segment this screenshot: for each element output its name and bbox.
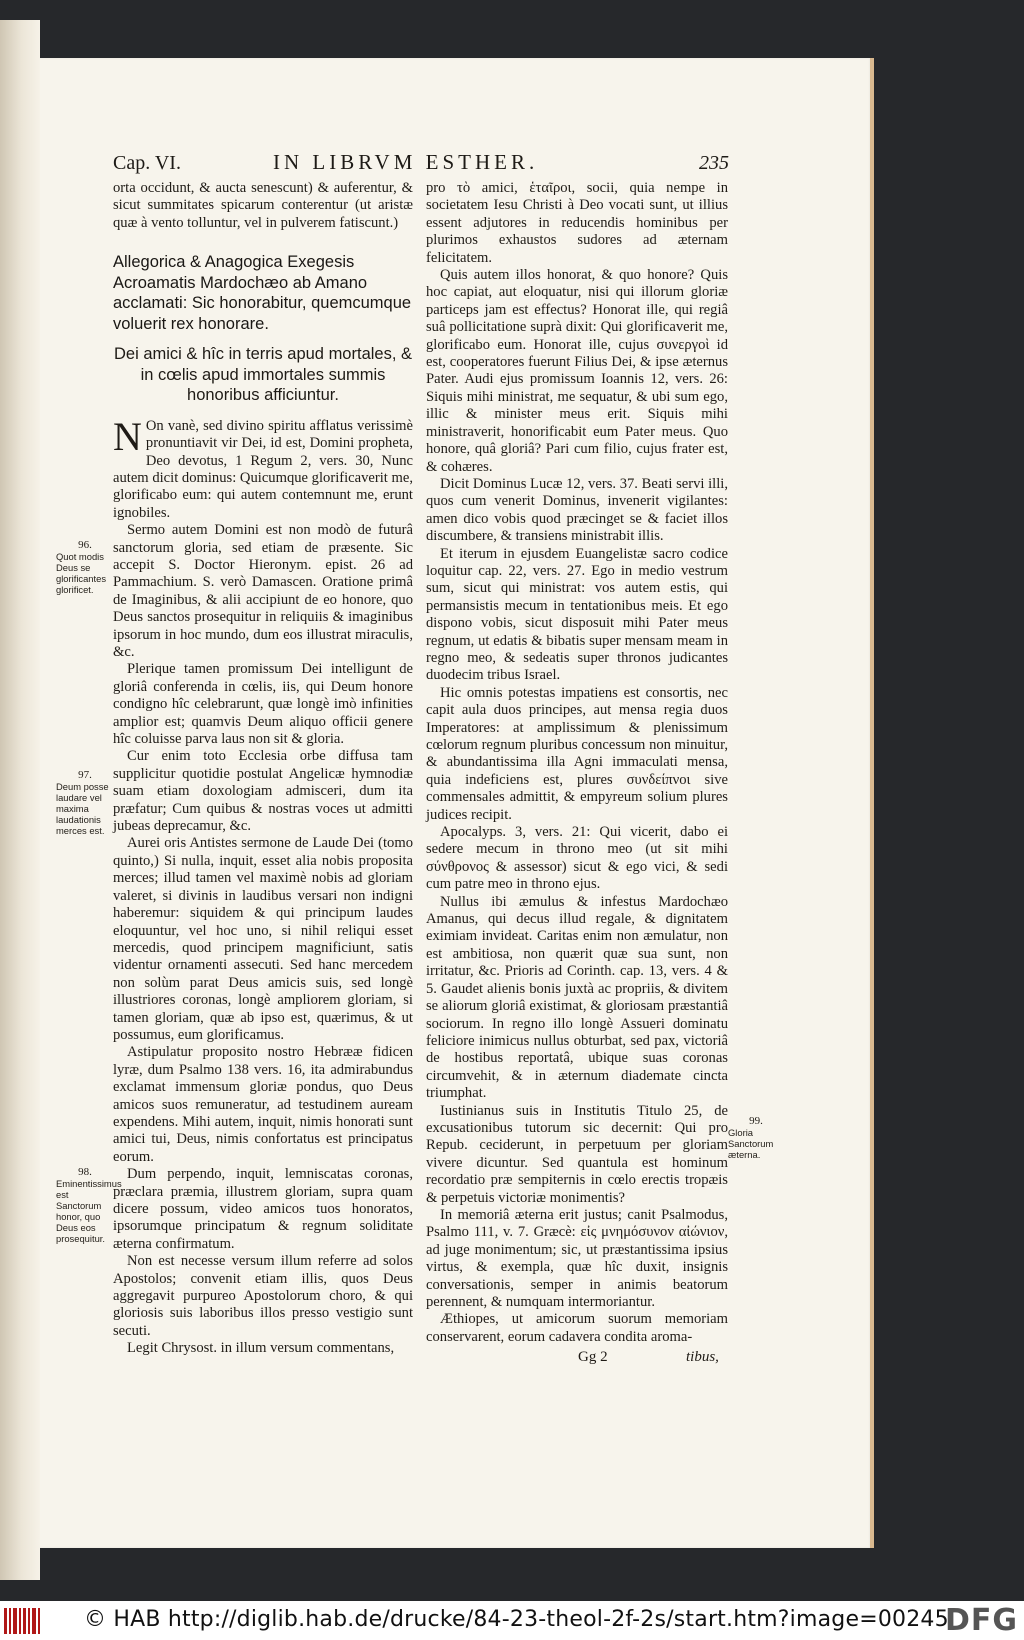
- paragraph: Legit Chrysost. in illum versum commentans,: [127, 1340, 395, 1357]
- margin-note-98: [56, 1166, 122, 1244]
- margin-note-text: Deum posse laudare vel maxima laudationis merces est.: [56, 781, 109, 836]
- left-column: [113, 180, 413, 1358]
- paragraph: [113, 413, 413, 522]
- margin-note-number: 98.: [78, 1166, 92, 1178]
- footer-bar: [0, 1601, 1024, 1640]
- paragraph: Quis autem illos honorat, & quo honore? Quis hoc capiat, aut eloquatur, nisi qui illorum gloriæ particeps jam est effectus? Honorat ille, qui regiâ suâ pollicitatione suprà dixit: Qui glorificaverit me, glorificabo eum. Honorat ille, cujus συνεργοὶ id est, cooperatores fuerunt Filius Dei, & ipse æternus Pater. Audi ejus promissum Ioannis 12, vers. 26: Siquis mihi ministrat, me sequatur, & ubi sum ego, illic & minister meus erit. Siquis mihi ministraverit, honorificabit eum Pater meus. Quo honore, quâ gloriâ? Pari cum filio, cujus frater est, & cohæres.: [426, 267, 728, 475]
- margin-note-number: 97.: [78, 769, 92, 781]
- margin-note-number: 99.: [749, 1115, 763, 1127]
- paragraph: Dum perpendo, inquit, lemniscatas coronas, præclara præmia, illustrem gloriam, supra quam dicere possum, video amicos tuos honoratos, ipsorumque principatum & regnum soliditate æterna confirmatum.: [113, 1166, 413, 1252]
- paragraph: orta occidunt, & aucta senescunt) & auferentur, & sicut summitates spicarum conterentur (ut aristæ quæ à vento tolluntur, vel in pulverem fatiscunt.): [113, 180, 413, 231]
- paragraph: Hic omnis potestas impatiens est consortis, nec capit aula duos principes, aut mensa regia duos Imperatores: at amplissimum & plenissimum cœlorum regnum pluribus concessum non minuitur, & abundantissima illa Agni immaculati mensa, quia indeficiens est, plures συνδείπνοι sive commensales admittit, & empyreum solium plures judices recipit.: [426, 684, 728, 823]
- right-column: [426, 180, 728, 1346]
- margin-note-text: Gloria Sanctorum æterna.: [728, 1127, 774, 1160]
- margin-note-text: Quot modis Deus se glorificantes glorificet.: [56, 551, 107, 595]
- paragraph: Apocalyps. 3, vers. 21: Qui vicerit, dabo ei sedere mecum in throno meo (ut sit mihi σύνθρονος & assessor) sicut & ego vici, & sedi cum patre meo in throno ejus.: [426, 824, 728, 893]
- drop-cap: N: [113, 413, 142, 459]
- paragraph: Sermo autem Domini est non modò de futurâ sanctorum gloria, sed etiam de præsente. Sic accepit S. Doctor Hieronym. epist. 26 ad Pammachium. S. verò Damascen. Oratione primâ de Imaginibus, & alii accipiunt de eo honore, quo Deus sanctos prosequitur in reliquiis & imaginibus ipsorum in hoc mundo, dum eos illustrat miraculis, &c.: [113, 522, 413, 660]
- section-subheading: Dei amici & hîc in terris apud mortales, & in cœlis apud immortales summis honoribus afficiuntur.: [113, 345, 413, 405]
- paragraph: Non est necesse versum illum referre ad solos Apostolos; convenit etiam illis, quos Deus aggregavit purpureo Apostolorum choro, & qui gloriosis suis laboribus illos presso vestigio sunt secuti.: [113, 1253, 413, 1339]
- paragraph: Et iterum in ejusdem Euangelistæ sacro codice loquitur cap. 22, vers. 27. Ego in medio vestrum sum, sicut qui ministrat: vos autem estis, qui permansistis mecum in tentationibus meis. Et ego dispono vobis, sicut disposuit mihi Pater meus regnum, ut edatis & bibatis super mensam meam in regno meo, & sedeatis super thronos judicantes duodecim tribus Israel.: [426, 545, 728, 684]
- source-link[interactable]: © HAB http://diglib.hab.de/drucke/84-23-theol-2f-2s/start.htm?image=00245: [84, 1607, 949, 1632]
- page-edge: [870, 58, 874, 1548]
- running-header: [113, 150, 729, 178]
- paragraph: Iustinianus suis in Institutis Titulo 25, de excusationibus tutorum sic decernit: Qui pro Repub. ceciderunt, in perpetuum per gloriam vivere dicuntur. Sed quantula est hominum recordatio præ sempiternis in cœlo erectis tropæis & perpetuis victoriæ monimentis?: [426, 1102, 728, 1206]
- margin-note-text: Eminentissimus est Sanctorum honor, quo Deus eos prosequitur.: [56, 1178, 122, 1244]
- book-title: IN LIBRVM ESTHER.: [273, 150, 539, 174]
- paragraph-text: On vanè, sed divino spiritu afflatus verissimè pronuntiavit vir Dei, id est, Domini propheta, Deo devotus, 1 Regum 2, vers. 30, Nunc autem dicit dominus: Quicumque glorificaverit me, glorificabo eum: qui autem contemnunt me, erunt ignobiles.: [113, 417, 413, 521]
- margin-note-96: [56, 540, 114, 595]
- paragraph: Cur enim toto Ecclesia orbe diffusa tam supplicitur quotidie postulat Angelicæ hymnodiæ suam etiam doxologiam admisceri, dum ita præfatur; Cum quibus & nostras voces ut admitti jubeas deprecamur, &c.: [113, 748, 413, 835]
- paragraph: Nullus ibi æmulus & infestus Mardochæo Amanus, qui decus illud regale, & dignitatem eximiam invideat. Caritas enim non æmulatur, non est ambitiosa, non quærit quæ sua sunt, non irritatur, &c. Prioris ad Corinth. cap. 13, vers. 4 & 5. Gaudet alienis bonis juxtà ac propriis, & divitem se aliorum gloriâ existimat, & gloriosam præstantiâ sociorum. In regno illo longè Assueri dominatu feliciore inimicus nullus obturbat, sed pax, victoriâ de hostibus reportatâ, ubique suas coronas circumvehit, & in æternum diademate cincta triumphat.: [426, 893, 728, 1102]
- chapter-label: Cap. VI.: [113, 152, 181, 174]
- margin-note-99: [728, 1116, 784, 1160]
- dfg-logo: DFG: [944, 1603, 1018, 1638]
- signature-mark: Gg 2: [578, 1349, 608, 1365]
- paragraph: Aurei oris Antistes sermone de Laude Dei (tomo quinto,) Si nulla, inquit, esset alia nobis proposita merces; illud tamen vel maximè nobis ad gloriam valeret, si divinis in laudibus versari non indigni haberemur: siquidem & qui principum laudes eloquuntur, vel hoc uno, si nihil reliqui esset mercedis, quod principem magnificiunt, satis videntur ornamenti assecuti. Sed hanc mercedem non solùm parat Deus amicis suis, sed longè illustriores coronas, longè ampliorem gloriam, si tamen gloriam, quæ ab ipso est, quærimus, & ut possumus, eum glorificamus.: [113, 835, 413, 1043]
- paragraph: pro τὸ amici, ἑταῖροι, socii, quia nempe in societatem Iesu Christi à Deo vocati sunt, ut illius essent adjutores in reducendis hominibus per plurimos exhaustos sudores ad æternam felicitatem.: [426, 180, 728, 266]
- margin-note-number: 96.: [78, 539, 92, 551]
- paragraph: In memoriâ æterna erit justus; canit Psalmodus, Psalmo 111, v. 7. Græcè: εἰς μνημόσυνον αἰώνιον, ad juge monimentum; sic, ut præstantissima ipsius virtus, & exempla, quæ hîc duxit, insignis conversationis, semper in animis beatorum perennent, & numquam intermoriantur.: [426, 1206, 728, 1310]
- previous-page-edge: [0, 20, 40, 1580]
- page-number: 235: [699, 152, 729, 174]
- paragraph: Æthiopes, ut amicorum suorum memoriam conservarent, eorum cadavera condita aroma-: [426, 1311, 728, 1345]
- paragraph: Dicit Dominus Lucæ 12, vers. 37. Beati servi illi, quos cum venerit Dominus, invenerit vigilantes: amen dico vobis quod præcinget se & faciet illos discumbere, & transiens ministrabit illis.: [426, 475, 728, 545]
- margin-note-97: [56, 770, 114, 836]
- paragraph: Astipulatur proposito nostro Hebrææ fidicen lyræ, dum Psalmo 138 vers. 16, ita admirabundus exclamat immensum gloriæ pondus, quo Deus amicos suos remuneratur, ad testudinem auream expendens. Mihi autem, inquit, nimis honorati sunt amici tui, Deus, nimis confortatus est principatus eorum.: [113, 1044, 413, 1165]
- paragraph: Plerique tamen promissum Dei intelligunt de gloriâ conferenda in cœlis, iis, qui Deum honore condigno hîc celebrarunt, quæ longè imò infinities amplior est; quamvis Deum aliquo officii genere hîc coluisse parva laus non sit & gloria.: [113, 661, 413, 748]
- catchword: tibus,: [686, 1349, 719, 1365]
- section-heading: Allegorica & Anagogica Exegesis Acroamatis Mardochæo ab Amano acclamati: Sic honorabitur, quemcumque voluerit rex honorare.: [113, 253, 412, 333]
- barcode-icon: [4, 1608, 44, 1634]
